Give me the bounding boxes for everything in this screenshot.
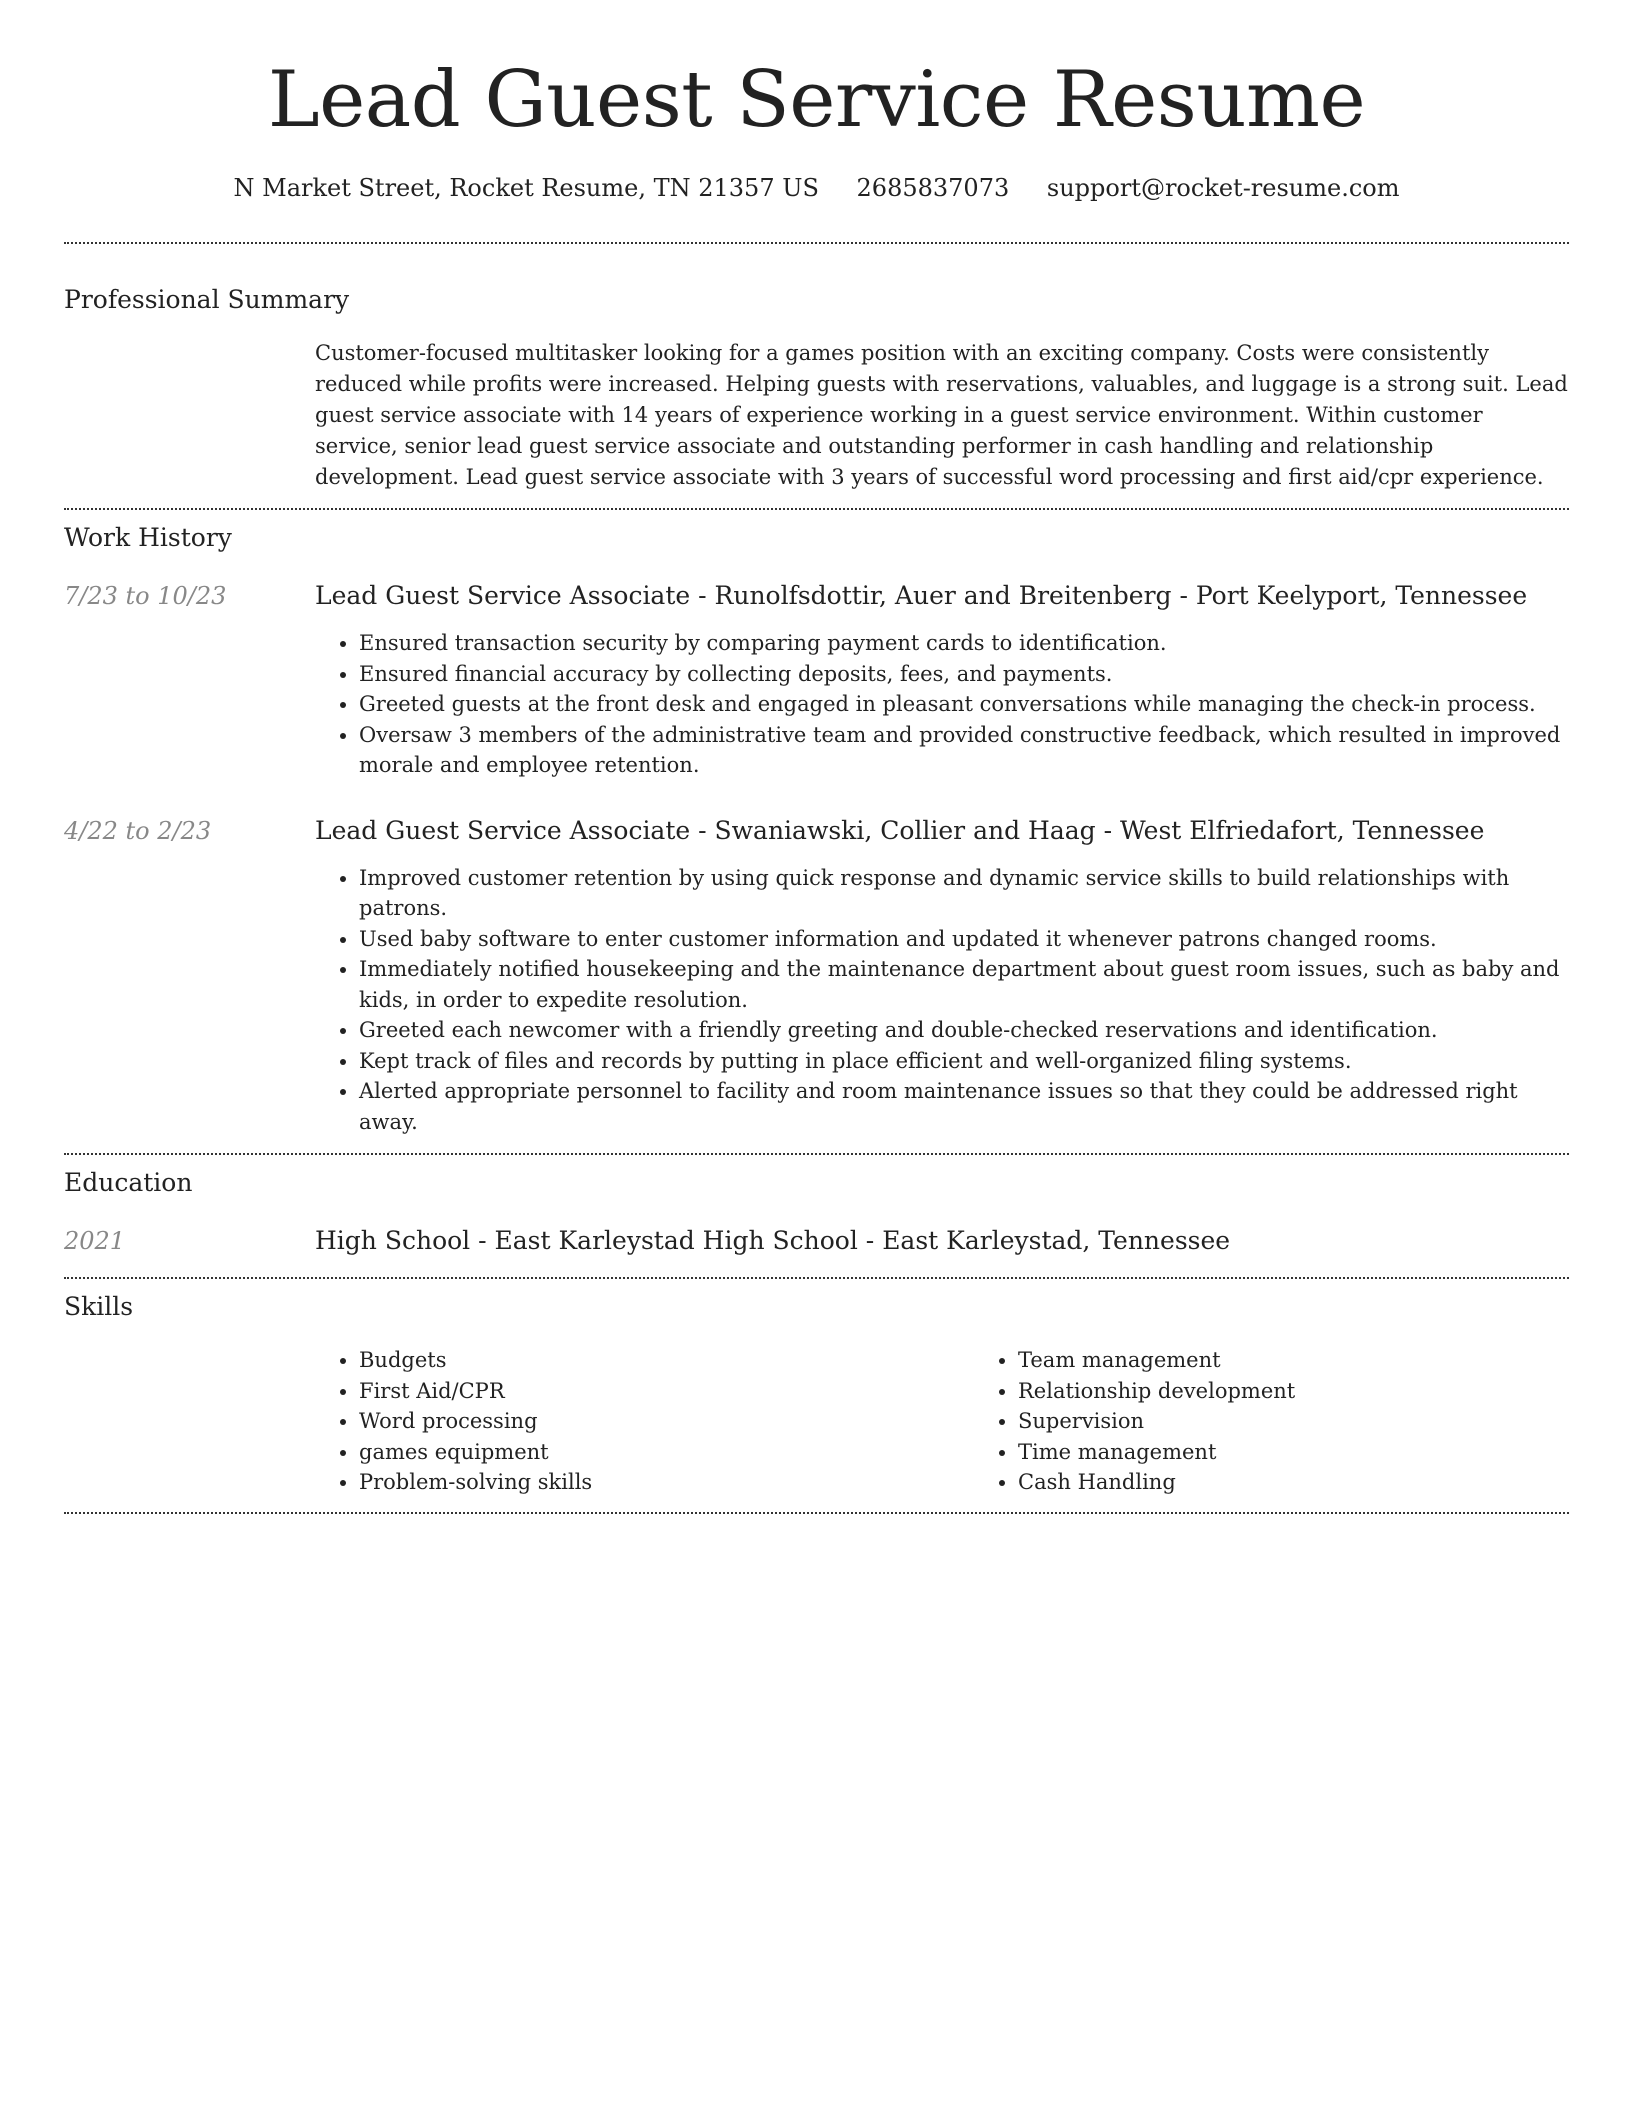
job-title: Lead Guest Service Associate - Runolfsdottir, Auer and Breitenberg - Port Keelyport, Tennessee xyxy=(315,581,1528,610)
list-item: • Budgets xyxy=(359,1345,974,1376)
list-item: • First Aid/CPR xyxy=(359,1376,974,1407)
list-item: • Word processing xyxy=(359,1406,974,1437)
contact-line xyxy=(64,172,1569,204)
list-item: • Used baby software to enter customer information and updated it whenever patrons changed rooms. xyxy=(359,924,1569,955)
section-heading-skills: Skills xyxy=(64,1292,134,1321)
list-item: • games equipment xyxy=(359,1437,974,1468)
divider xyxy=(64,1512,1569,1514)
summary-text: Customer-focused multitasker looking for a games position with an exciting company. Costs were consistently reduced while profits were increased. Helping guests with reservations, valuables, and luggage is a strong suit. Lead guest service associate with 14 years of experience working in a guest service environment. Within customer service, senior lead guest service associate and outstanding performer in cash handling and relationship development. Lead guest service associate with 3 years of successful word processing and first aid/cpr experience. xyxy=(315,341,1568,489)
job-bullets xyxy=(315,628,1569,781)
job-title: Lead Guest Service Associate - Swaniawski, Collier and Haag - West Elfriedafort, Tennessee xyxy=(315,815,1485,845)
section-heading-summary: Professional Summary xyxy=(64,285,350,314)
list-item: • Improved customer retention by using quick response and dynamic service skills to build relationships with patrons. xyxy=(359,863,1569,924)
skills-section xyxy=(64,1291,1569,1498)
divider xyxy=(64,508,1569,510)
section-heading-education: Education xyxy=(64,1168,193,1197)
job-dates: 7/23 to 10/23 xyxy=(64,582,227,610)
education-section xyxy=(64,1167,1569,1257)
job-entry xyxy=(64,580,1569,781)
skills-list-left xyxy=(315,1345,974,1498)
resume-page xyxy=(64,0,1569,1514)
contact-phone: 2685837073 xyxy=(856,174,1010,202)
resume-title: Lead Guest Service Resume xyxy=(267,55,1366,145)
job-bullets xyxy=(315,863,1569,1138)
list-item: • Kept track of files and records by putting in place efficient and well-organized filing systems. xyxy=(359,1046,1569,1077)
education-entry xyxy=(64,1225,1569,1257)
list-item: • Alerted appropriate personnel to facility and room maintenance issues so that they could be addressed right away. xyxy=(359,1076,1569,1137)
list-item: • Greeted guests at the front desk and engaged in pleasant conversations while managing the check-in process. xyxy=(359,689,1569,720)
summary-section xyxy=(64,284,1569,493)
job-dates: 4/22 to 2/23 xyxy=(64,816,212,845)
list-item: • Oversaw 3 members of the administrative team and provided constructive feedback, which resulted in improved morale and employee retention. xyxy=(359,720,1569,781)
list-item: • Team management xyxy=(1018,1345,1632,1376)
list-item: • Greeted each newcomer with a friendly greeting and double-checked reservations and identification. xyxy=(359,1015,1569,1046)
divider xyxy=(64,1153,1569,1155)
section-heading-work: Work History xyxy=(64,523,232,552)
list-item: • Time management xyxy=(1018,1437,1632,1468)
divider xyxy=(64,242,1569,244)
education-title: High School - East Karleystad High School - East Karleystad, Tennessee xyxy=(315,1226,1231,1255)
education-dates: 2021 xyxy=(64,1227,126,1255)
list-item: • Problem-solving skills xyxy=(359,1467,974,1498)
list-item: • Ensured transaction security by comparing payment cards to identification. xyxy=(359,628,1569,659)
job-entry xyxy=(64,815,1569,1138)
contact-address: N Market Street, Rocket Resume, TN 21357 US xyxy=(233,174,819,202)
skills-list-right xyxy=(974,1345,1632,1498)
list-item: • Ensured financial accuracy by collecting deposits, fees, and payments. xyxy=(359,659,1569,690)
list-item: • Immediately notified housekeeping and the maintenance department about guest room issues, such as baby and kids, in order to expedite resolution. xyxy=(359,954,1569,1015)
work-history-section xyxy=(64,522,1569,1137)
list-item: • Relationship development xyxy=(1018,1376,1632,1407)
divider xyxy=(64,1277,1569,1279)
list-item: • Cash Handling xyxy=(1018,1467,1632,1498)
contact-email: support@rocket-resume.com xyxy=(1046,174,1400,202)
list-item: • Supervision xyxy=(1018,1406,1632,1437)
